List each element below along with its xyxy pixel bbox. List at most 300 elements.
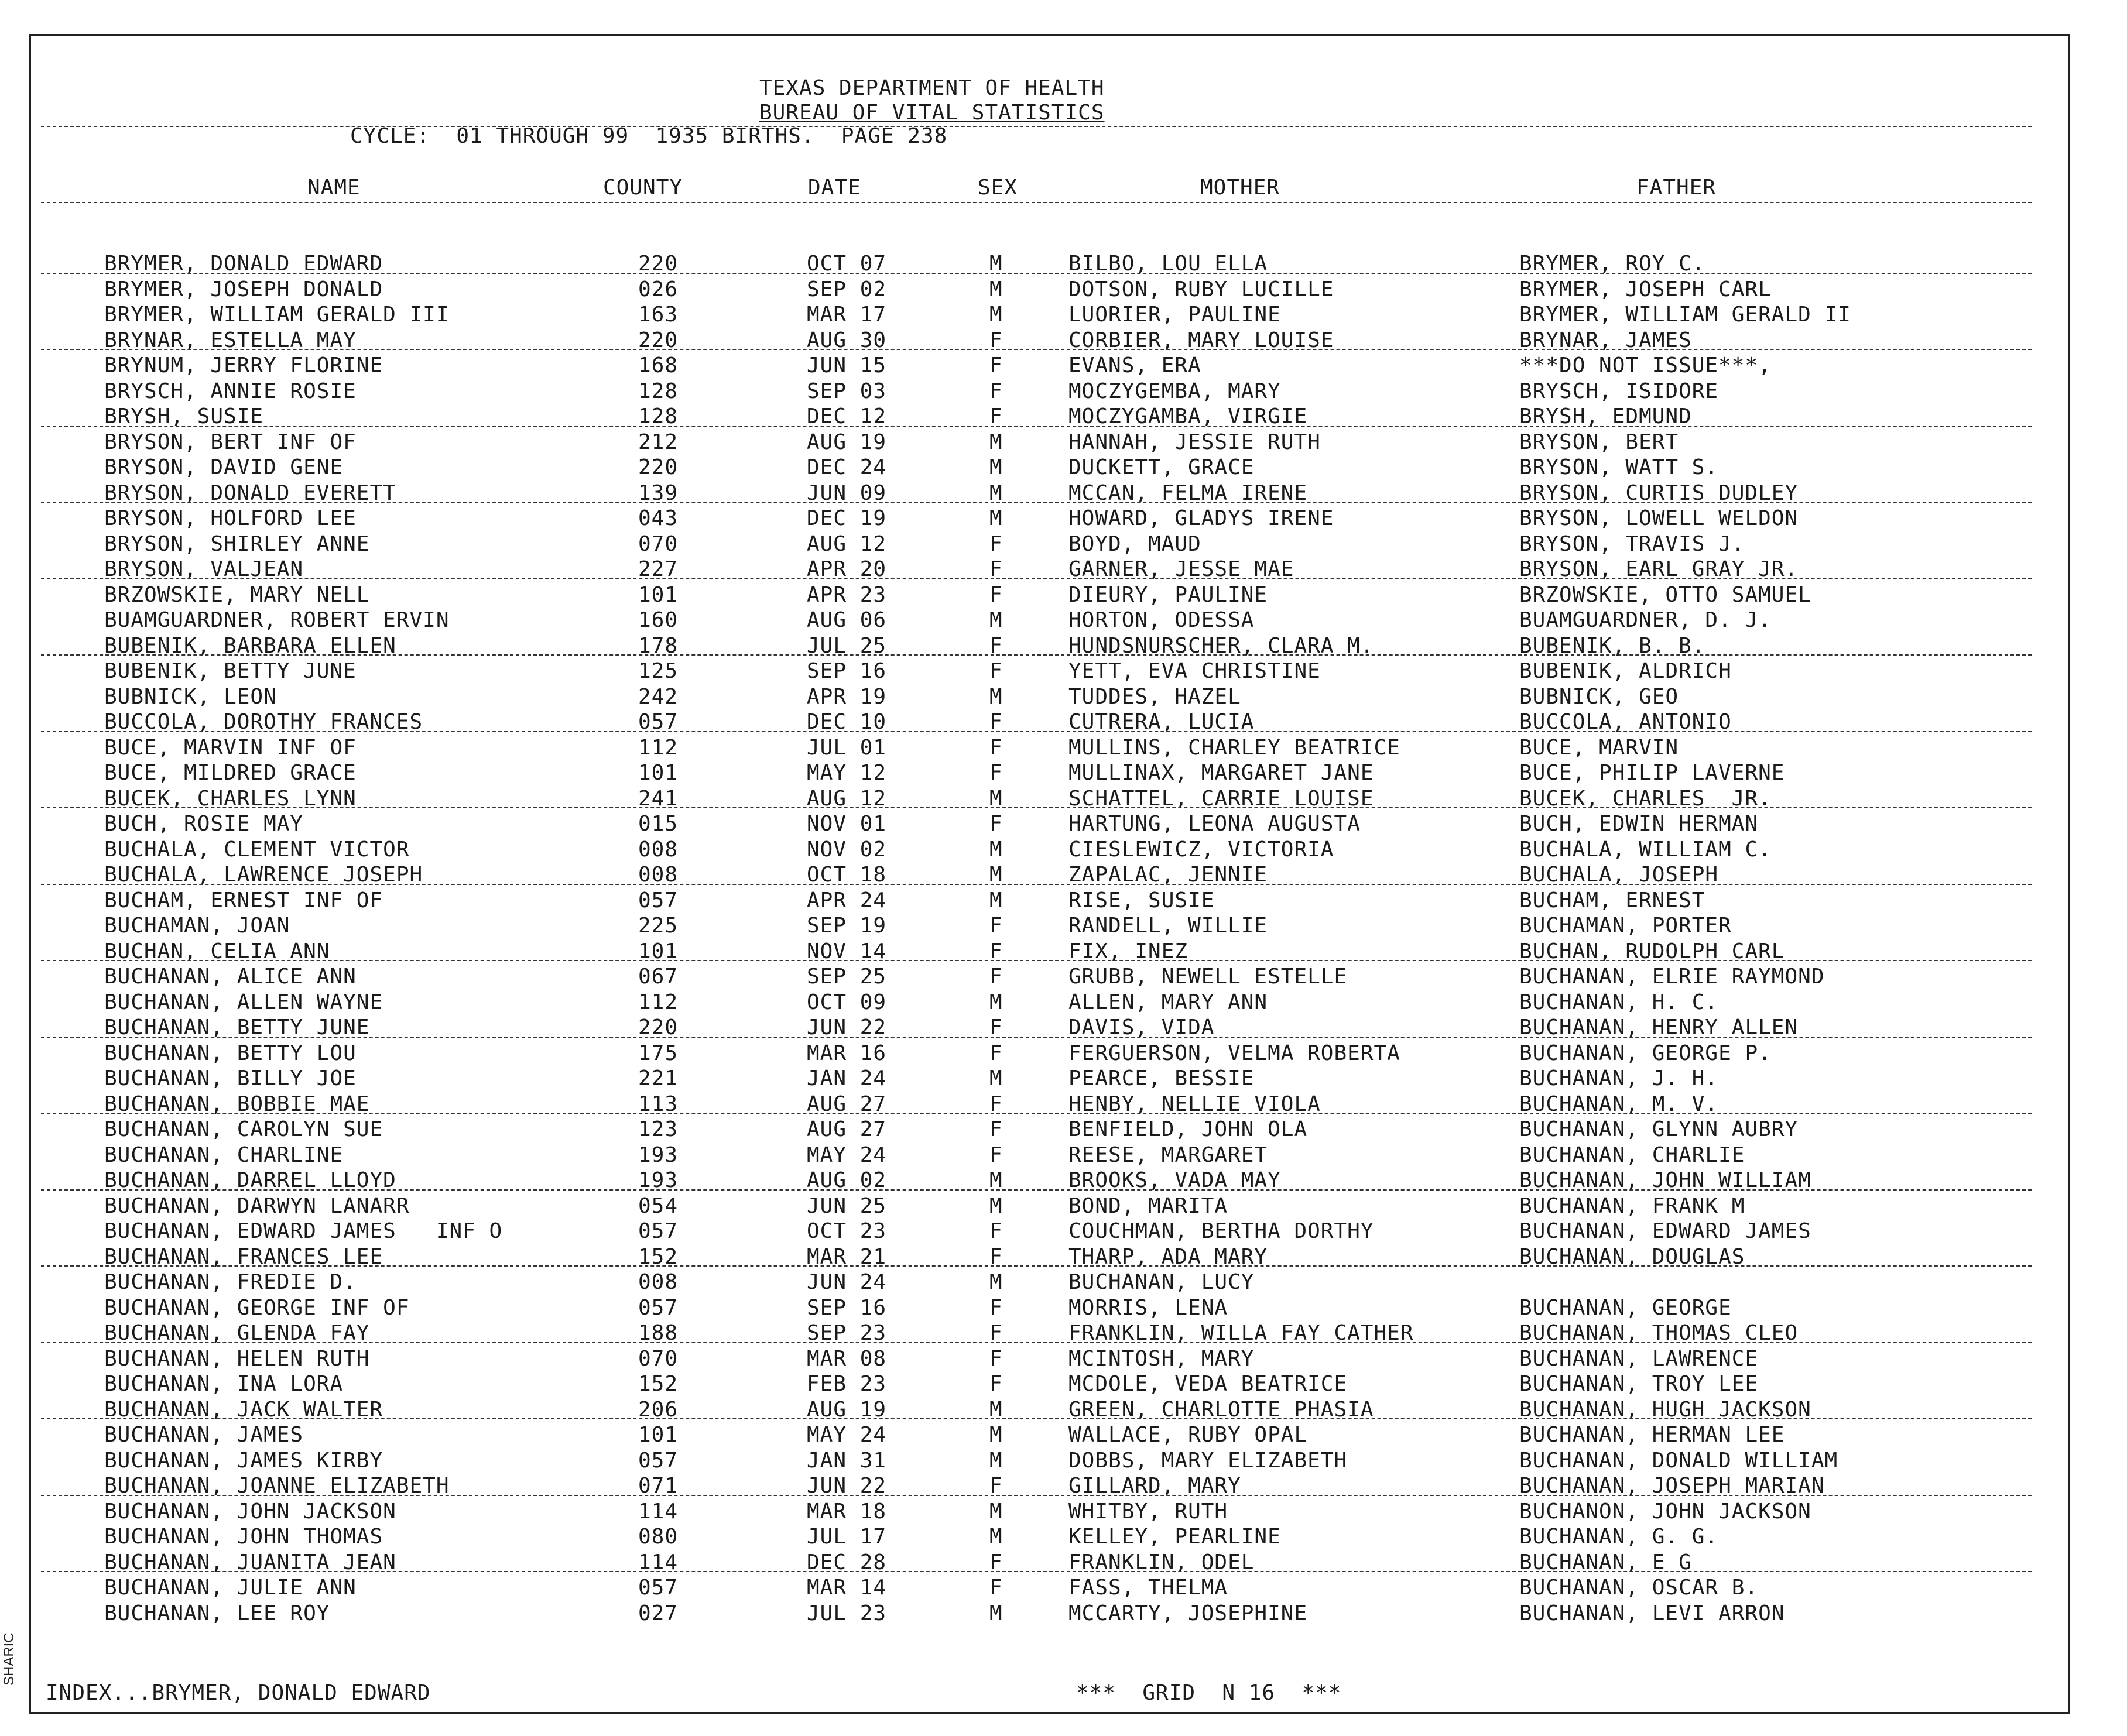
cell-father: BUCE, MARVIN [1519,735,1679,760]
cell-county: 212 [638,430,679,454]
cell-county: 206 [638,1397,679,1422]
cell-mother: MCDOLE, VEDA BEATRICE [1068,1372,1348,1396]
cell-mother: MCCARTY, JOSEPHINE [1068,1601,1308,1625]
cell-name: BUCHALA, LAWRENCE JOSEPH [104,863,423,887]
cell-father: BRYMER, ROY C. [1519,252,1705,276]
side-label: SHARIC [1,1632,17,1686]
cell-sex: F [989,328,1003,352]
cell-mother: CUTRERA, LUCIA [1068,710,1255,734]
cell-mother: FRANKLIN, ODEL [1068,1550,1255,1574]
cell-county: 101 [638,582,679,607]
cell-county: 057 [638,710,679,734]
cell-name: BUCHANAN, DARREL LLOYD [104,1168,396,1192]
cell-date: AUG 12 [807,531,887,556]
table-row [0,1270,2127,1296]
cell-county: 125 [638,659,679,683]
cell-mother: DOBBS, MARY ELIZABETH [1068,1448,1348,1473]
cell-name: BUBENIK, BARBARA ELLEN [104,633,396,658]
cell-father: BUCHANAN, EDWARD JAMES [1519,1219,1811,1243]
cell-date: AUG 27 [807,1117,887,1141]
cell-date: OCT 09 [807,990,887,1014]
cell-sex: F [989,761,1003,785]
table-row [0,1143,2127,1169]
cell-father: BUCHANAN, OSCAR B. [1519,1576,1759,1600]
row-group-rule [41,1189,2032,1191]
cell-mother: BENFIELD, JOHN OLA [1068,1117,1308,1141]
cell-date: MAR 18 [807,1499,887,1524]
col-sex: SEX [978,176,1018,200]
cell-sex: M [989,863,1003,887]
row-group-rule [41,807,2032,808]
cell-county: 067 [638,965,679,989]
table-row [0,1194,2127,1220]
cell-name: BUCHANAN, BILLY JOE [104,1066,357,1090]
cell-sex: F [989,1041,1003,1065]
cell-date: MAR 21 [807,1244,887,1269]
records-table [0,252,2127,1627]
cell-father: BRYSH, EDMUND [1519,404,1692,428]
table-row [0,1525,2127,1550]
cell-mother: DAVIS, VIDA [1068,1015,1215,1039]
cell-mother: WALLACE, RUBY OPAL [1068,1423,1308,1447]
cell-sex: F [989,812,1003,836]
cell-sex: M [989,1397,1003,1422]
cell-sex: M [989,1448,1003,1473]
cell-name: BUCHANAN, CAROLYN SUE [104,1117,383,1141]
cell-father: BUCH, EDWIN HERMAN [1519,812,1759,836]
cell-mother: FRANKLIN, WILLA FAY CATHER [1068,1321,1414,1345]
cell-father: BUCHANAN, CHARLIE [1519,1143,1745,1167]
cell-date: JAN 31 [807,1448,887,1473]
cell-father: BUCHANON, JOHN JACKSON [1519,1499,1811,1524]
cell-sex: F [989,557,1003,581]
cell-mother: DIEURY, PAULINE [1068,582,1268,607]
row-group-rule [41,1265,2032,1267]
cell-county: 220 [638,455,679,479]
cell-mother: BOND, MARITA [1068,1193,1228,1218]
cell-mother: FIX, INEZ [1068,939,1188,963]
cell-date: OCT 07 [807,252,887,276]
cell-date: DEC 10 [807,710,887,734]
cell-sex: F [989,1372,1003,1396]
cell-sex: F [989,965,1003,989]
cell-name: BRYMER, WILLIAM GERALD III [104,303,450,327]
table-row [0,430,2127,456]
cell-name: BRYNUM, JERRY FLORINE [104,354,383,378]
cell-sex: F [989,1321,1003,1345]
table-row [0,659,2127,685]
cell-father: BUCHANAN, THOMAS CLEO [1519,1321,1799,1345]
cell-father: BUCHANAN, HUGH JACKSON [1519,1397,1811,1422]
cell-mother: GRUBB, NEWELL ESTELLE [1068,965,1348,989]
cell-sex: M [989,608,1003,632]
cell-date: MAR 14 [807,1576,887,1600]
cell-mother: PEARCE, BESSIE [1068,1066,1255,1090]
cell-name: BUCHAN, CELIA ANN [104,939,330,963]
cell-sex: M [989,455,1003,479]
cell-date: DEC 19 [807,506,887,530]
cell-sex: M [989,1168,1003,1192]
table-row [0,303,2127,328]
cell-county: 175 [638,1041,679,1065]
table-row [0,455,2127,481]
cell-father: BUCE, PHILIP LAVERNE [1519,761,1785,785]
cell-mother: WHITBY, RUTH [1068,1499,1228,1524]
table-row [0,736,2127,761]
cell-county: 128 [638,404,679,428]
cell-date: OCT 18 [807,863,887,887]
cell-father: BUCHANAN, G. G. [1519,1525,1719,1549]
cell-sex: F [989,379,1003,403]
cell-mother: REESE, MARGARET [1068,1143,1268,1167]
cell-date: AUG 12 [807,786,887,811]
table-row [0,1066,2127,1092]
table-row [0,583,2127,609]
cell-sex: M [989,888,1003,912]
header-rule [41,126,2032,127]
cell-father: BUCHANAN, HENRY ALLEN [1519,1015,1799,1039]
cell-mother: KELLEY, PEARLINE [1068,1525,1281,1549]
cell-mother: MOCZYGEMBA, MARY [1068,379,1281,403]
cell-name: BUCHANAN, FREDIE D. [104,1270,357,1294]
cell-mother: COUCHMAN, BERTHA DORTHY [1068,1219,1374,1243]
cell-mother: THARP, ADA MARY [1068,1244,1268,1269]
cell-county: 114 [638,1499,679,1524]
cell-date: SEP 02 [807,277,887,301]
cell-sex: F [989,1015,1003,1039]
cell-date: APR 24 [807,888,887,912]
table-row [0,379,2127,405]
row-group-rule [41,502,2032,503]
cell-mother: SCHATTEL, CARRIE LOUISE [1068,786,1374,811]
cell-sex: M [989,481,1003,505]
cell-sex: M [989,684,1003,709]
cell-father: BRYSON, LOWELL WELDON [1519,506,1799,530]
cell-county: 220 [638,1015,679,1039]
cell-county: 113 [638,1092,679,1116]
cell-sex: F [989,1219,1003,1243]
cell-sex: F [989,1474,1003,1498]
cell-name: BUCHAM, ERNEST INF OF [104,888,383,912]
cell-county: 123 [638,1117,679,1141]
cell-sex: M [989,1423,1003,1447]
cell-sex: F [989,582,1003,607]
table-row [0,506,2127,532]
cell-county: 220 [638,252,679,276]
cell-sex: M [989,1499,1003,1524]
cell-mother: GILLARD, MARY [1068,1474,1241,1498]
cell-name: BRYSH, SUSIE [104,404,264,428]
row-group-rule [41,1037,2032,1038]
cell-sex: F [989,354,1003,378]
cell-date: FEB 23 [807,1372,887,1396]
cell-county: 139 [638,481,679,505]
cell-name: BRYNAR, ESTELLA MAY [104,328,357,352]
cell-mother: HOWARD, GLADYS IRENE [1068,506,1334,530]
cell-father: BUCHAN, RUDOLPH CARL [1519,939,1785,963]
cell-father: BUCHANAN, JOHN WILLIAM [1519,1168,1811,1192]
cell-mother: MCCAN, FELMA IRENE [1068,481,1308,505]
row-group-rule [41,1571,2032,1572]
cell-father: BUBENIK, B. B. [1519,633,1705,658]
cell-date: MAR 17 [807,303,887,327]
cell-county: 178 [638,633,679,658]
cell-date: MAY 24 [807,1143,887,1167]
cell-sex: F [989,633,1003,658]
cell-name: BUCH, ROSIE MAY [104,812,304,836]
cell-mother: DOTSON, RUBY LUCILLE [1068,277,1334,301]
cell-county: 008 [638,837,679,862]
row-group-rule [41,578,2032,579]
table-row [0,685,2127,711]
cell-name: BRYSON, HOLFORD LEE [104,506,357,530]
cell-father: BUCHANAN, J. H. [1519,1066,1719,1090]
cell-name: BUBENIK, BETTY JUNE [104,659,357,683]
cell-mother: ZAPALAC, JENNIE [1068,863,1268,887]
cell-date: JUL 23 [807,1601,887,1625]
table-row [0,1500,2127,1525]
cell-county: 054 [638,1193,679,1218]
cell-date: SEP 25 [807,965,887,989]
cell-sex: F [989,914,1003,938]
cell-name: BUCHANAN, INA LORA [104,1372,344,1396]
cell-mother: HENBY, NELLIE VIOLA [1068,1092,1321,1116]
cell-mother: DUCKETT, GRACE [1068,455,1255,479]
table-row [0,354,2127,379]
footer-index: INDEX...BRYMER, DONALD EDWARD [46,1681,431,1705]
cell-mother: TUDDES, HAZEL [1068,684,1241,709]
cell-father: BUAMGUARDNER, D. J. [1519,608,1772,632]
cell-name: BUCEK, CHARLES LYNN [104,786,357,811]
cell-name: BRYSON, SHIRLEY ANNE [104,531,370,556]
table-row [0,532,2127,558]
cell-date: AUG 02 [807,1168,887,1192]
cell-father: BUCHANAN, TROY LEE [1519,1372,1759,1396]
cell-date: SEP 19 [807,914,887,938]
cell-father: BUBENIK, ALDRICH [1519,659,1732,683]
cell-mother: EVANS, ERA [1068,354,1201,378]
cell-mother: RISE, SUSIE [1068,888,1215,912]
table-row [0,277,2127,303]
cell-father: BUCHANAN, ELRIE RAYMOND [1519,965,1825,989]
cell-father: BRYMER, JOSEPH CARL [1519,277,1772,301]
cell-county: 015 [638,812,679,836]
cell-name: BUCE, MARVIN INF OF [104,735,357,760]
cell-mother: YETT, EVA CHRISTINE [1068,659,1321,683]
cell-date: SEP 23 [807,1321,887,1345]
cell-county: 193 [638,1168,679,1192]
col-father: FATHER [1636,176,1717,200]
row-group-rule [41,349,2032,350]
cell-name: BUCHANAN, JAMES KIRBY [104,1448,383,1473]
cell-mother: RANDELL, WILLIE [1068,914,1268,938]
cell-name: BRYMER, JOSEPH DONALD [104,277,383,301]
cell-county: 241 [638,786,679,811]
cell-county: 070 [638,1346,679,1371]
footer-grid: *** GRID N 16 *** [1076,1681,1342,1705]
cell-mother: GREEN, CHARLOTTE PHASIA [1068,1397,1374,1422]
cell-date: JUN 15 [807,354,887,378]
table-row [0,761,2127,787]
cell-county: 112 [638,990,679,1014]
cell-county: 227 [638,557,679,581]
cell-mother: MULLINS, CHARLEY BEATRICE [1068,735,1400,760]
cell-county: 163 [638,303,679,327]
cell-mother: MULLINAX, MARGARET JANE [1068,761,1374,785]
cell-date: JUN 22 [807,1015,887,1039]
cell-name: BUCHANAN, JAMES [104,1423,304,1447]
cell-county: 071 [638,1474,679,1498]
cell-name: BUCHANAN, LEE ROY [104,1601,330,1625]
cell-sex: F [989,531,1003,556]
table-row [0,608,2127,634]
cell-father: BUCHANAN, DONALD WILLIAM [1519,1448,1838,1473]
table-row [0,1449,2127,1474]
cell-date: SEP 16 [807,659,887,683]
table-row [0,1347,2127,1373]
cell-date: AUG 30 [807,328,887,352]
table-row [0,1372,2127,1398]
cell-county: 080 [638,1525,679,1549]
cell-county: 008 [638,863,679,887]
table-row [0,1296,2127,1322]
cell-father: BRYSON, TRAVIS J. [1519,531,1745,556]
cell-sex: F [989,659,1003,683]
cell-county: 070 [638,531,679,556]
cell-name: BRYSCH, ANNIE ROSIE [104,379,357,403]
cell-name: BUCHANAN, HELEN RUTH [104,1346,370,1371]
cell-county: 008 [638,1270,679,1294]
cell-father: BUCHAMAN, PORTER [1519,914,1732,938]
cell-sex: F [989,1092,1003,1116]
cell-father: BUCHANAN, GEORGE P. [1519,1041,1772,1065]
cell-name: BUCHAMAN, JOAN [104,914,290,938]
cell-name: BUCHANAN, DARWYN LANARR [104,1193,410,1218]
table-row [0,1601,2127,1627]
cell-mother: MORRIS, LENA [1068,1295,1228,1320]
cell-father: BUCHANAN, DOUGLAS [1519,1244,1745,1269]
cell-sex: F [989,1117,1003,1141]
cell-father: BUCHANAN, LEVI ARRON [1519,1601,1785,1625]
cell-county: 101 [638,761,679,785]
cell-date: APR 20 [807,557,887,581]
cell-father: BRYNAR, JAMES [1519,328,1692,352]
cell-mother: HANNAH, JESSIE RUTH [1068,430,1321,454]
cell-sex: M [989,1601,1003,1625]
row-group-rule [41,731,2032,732]
cell-name: BRYSON, BERT INF OF [104,430,357,454]
row-group-rule [41,1113,2032,1114]
cell-sex: F [989,1576,1003,1600]
cell-mother: MCINTOSH, MARY [1068,1346,1255,1371]
cell-sex: M [989,430,1003,454]
cell-county: 027 [638,1601,679,1625]
cell-name: BRYSON, VALJEAN [104,557,304,581]
cell-father: BUCEK, CHARLES JR. [1519,786,1772,811]
cell-name: BUCHANAN, JOANNE ELIZABETH [104,1474,450,1498]
cell-father: BUCHANAN, LAWRENCE [1519,1346,1759,1371]
cell-county: 057 [638,1576,679,1600]
col-mother: MOTHER [1200,176,1280,200]
table-row [0,1219,2127,1245]
cell-name: BUCHANAN, ALLEN WAYNE [104,990,383,1014]
table-row [0,914,2127,939]
cell-name: BUCHANAN, FRANCES LEE [104,1244,383,1269]
cell-father: BUCHANAN, GEORGE [1519,1295,1732,1320]
cell-county: 152 [638,1244,679,1269]
cell-mother: FERGUERSON, VELMA ROBERTA [1068,1041,1400,1065]
table-row [0,965,2127,990]
cell-mother: BUCHANAN, LUCY [1068,1270,1255,1294]
cell-county: 242 [638,684,679,709]
cell-date: AUG 06 [807,608,887,632]
table-row [0,888,2127,914]
cell-father: BUCHANAN, FRANK M [1519,1193,1745,1218]
table-row [0,812,2127,838]
cell-date: MAR 16 [807,1041,887,1065]
table-row [0,1423,2127,1449]
cell-county: 101 [638,1423,679,1447]
cell-father: BUCHAM, ERNEST [1519,888,1705,912]
cell-date: JUN 24 [807,1270,887,1294]
cell-name: BUCHANAN, GLENDA FAY [104,1321,370,1345]
cell-mother: FASS, THELMA [1068,1576,1228,1600]
cell-date: DEC 28 [807,1550,887,1574]
cell-name: BUCHANAN, BOBBIE MAE [104,1092,370,1116]
cell-mother: MOCZYGAMBA, VIRGIE [1068,404,1308,428]
cell-father: BRYSON, WATT S. [1519,455,1719,479]
cell-sex: M [989,1193,1003,1218]
cell-date: DEC 24 [807,455,887,479]
cell-date: SEP 16 [807,1295,887,1320]
cell-name: BUCCOLA, DOROTHY FRANCES [104,710,423,734]
cell-sex: M [989,1066,1003,1090]
cell-date: JUN 22 [807,1474,887,1498]
cell-mother: ALLEN, MARY ANN [1068,990,1268,1014]
cell-name: BRYSON, DONALD EVERETT [104,481,396,505]
cell-county: 128 [638,379,679,403]
cell-date: DEC 12 [807,404,887,428]
cell-name: BUCHANAN, JULIE ANN [104,1576,357,1600]
col-county: COUNTY [603,176,683,200]
row-group-rule [41,960,2032,961]
cell-county: 160 [638,608,679,632]
cell-county: 057 [638,1448,679,1473]
cell-name: BUCHANAN, BETTY LOU [104,1041,357,1065]
cell-date: MAR 08 [807,1346,887,1371]
cell-date: APR 19 [807,684,887,709]
cell-sex: M [989,506,1003,530]
cell-name: BUCHANAN, JOHN THOMAS [104,1525,383,1549]
cell-sex: F [989,1143,1003,1167]
cell-name: BUCHALA, CLEMENT VICTOR [104,837,410,862]
cell-county: 220 [638,328,679,352]
cell-county: 188 [638,1321,679,1345]
row-group-rule [41,884,2032,885]
cell-mother: GARNER, JESSE MAE [1068,557,1294,581]
row-group-rule [41,654,2032,656]
cell-date: MAY 12 [807,761,887,785]
cell-father: BUCHANAN, JOSEPH MARIAN [1519,1474,1825,1498]
cell-mother: HORTON, ODESSA [1068,608,1255,632]
cell-sex: M [989,1270,1003,1294]
row-group-rule [41,1342,2032,1343]
cell-date: NOV 01 [807,812,887,836]
cell-father: BUCHANAN, HERMAN LEE [1519,1423,1785,1447]
table-row [0,1041,2127,1067]
cell-mother: BILBO, LOU ELLA [1068,252,1268,276]
cell-father: BRZOWSKIE, OTTO SAMUEL [1519,582,1811,607]
